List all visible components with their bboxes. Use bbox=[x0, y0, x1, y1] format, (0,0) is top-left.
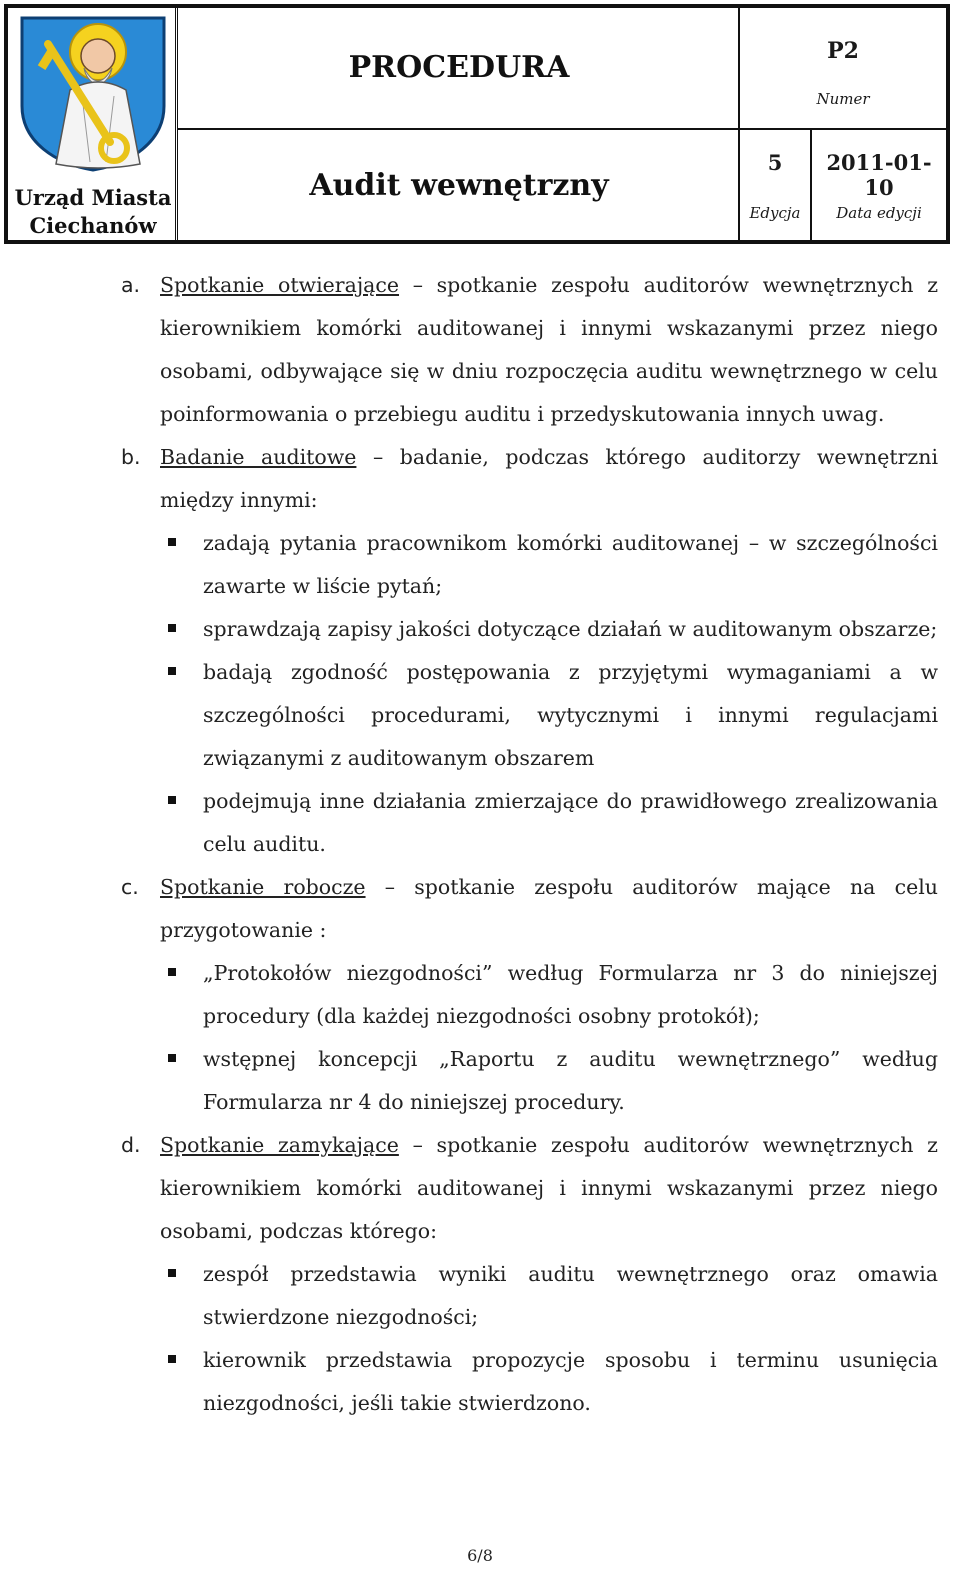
bullet-item bbox=[118, 780, 938, 866]
item-marker: c. bbox=[121, 875, 139, 899]
bullet-item bbox=[118, 1339, 938, 1425]
edition-date: 2011-01-10 bbox=[826, 150, 932, 200]
item-term: Spotkanie robocze bbox=[160, 875, 366, 899]
bullet-item bbox=[118, 1253, 938, 1339]
document-type: PROCEDURA bbox=[348, 50, 570, 85]
item-marker: a. bbox=[121, 273, 141, 297]
document-header bbox=[4, 4, 950, 244]
edition-label: Edycja bbox=[749, 204, 801, 222]
logo-cell bbox=[8, 8, 178, 240]
org-line-1: Urząd Miasta bbox=[14, 185, 172, 210]
bullet-text: zadają pytania pracownikom komórki auditowanej – w szczególności zawarte w liście pytań; bbox=[203, 531, 938, 598]
page-number: 6/8 bbox=[467, 1546, 493, 1565]
item-text: – spotkanie zespołu auditorów mające na celu przygotowanie : bbox=[160, 875, 938, 942]
bullet-text: sprawdzają zapisy jakości dotyczące działań w auditowanym obszarze; bbox=[203, 617, 938, 641]
bullet-text: „Protokołów niezgodności” według Formularza nr 3 do niniejszej procedury (dla każdej niezgodności osobny protokół); bbox=[203, 961, 938, 1028]
procedure-number: P2 bbox=[827, 38, 859, 64]
bullet-text: badają zgodność postępowania z przyjętymi wymaganiami a w szczególności procedurami, wytycznymi i innymi regulacjami związanymi z auditowanym obszarem bbox=[203, 660, 938, 770]
org-line-2: Ciechanów bbox=[29, 213, 157, 238]
bullet-item bbox=[118, 952, 938, 1038]
edition-date-label: Data edycji bbox=[836, 204, 922, 222]
document-body bbox=[118, 264, 938, 1425]
item-marker: d. bbox=[121, 1133, 141, 1157]
square-bullet-icon bbox=[168, 1054, 176, 1062]
header-divider-horizontal bbox=[178, 128, 946, 130]
bullet-text: zespół przedstawia wyniki auditu wewnętrznego oraz omawia stwierdzone niezgodności; bbox=[203, 1262, 938, 1329]
square-bullet-icon bbox=[168, 796, 176, 804]
item-marker: b. bbox=[121, 445, 141, 469]
bullet-text: wstępnej koncepcji „Raportu z auditu wewnętrznego” według Formularza nr 4 do niniejszej procedury. bbox=[203, 1047, 938, 1114]
edition-number: 5 bbox=[767, 150, 783, 175]
square-bullet-icon bbox=[168, 968, 176, 976]
item-text: – spotkanie zespołu auditorów wewnętrznych z kierownikiem komórki auditowanej i innymi wskazanymi przez niego osobami, podczas którego: bbox=[160, 1133, 938, 1243]
bullet-item bbox=[118, 608, 938, 651]
procedure-number-label: Numer bbox=[816, 90, 870, 108]
bullet-item bbox=[118, 1038, 938, 1124]
document-subject: Audit wewnętrzny bbox=[309, 168, 609, 203]
item-text: – spotkanie zespołu auditorów wewnętrznych z kierownikiem komórki auditowanej i innymi wskazanymi przez niego osobami, odbywające się w dniu rozpoczęcia auditu wewnętrznego w celu poinformowania o przebiegu auditu i przedyskutowania innych uwag. bbox=[160, 273, 939, 426]
bullet-item bbox=[118, 522, 938, 608]
square-bullet-icon bbox=[168, 1269, 176, 1277]
bullet-text: podejmują inne działania zmierzające do prawidłowego zrealizowania celu auditu. bbox=[203, 789, 938, 856]
list-item bbox=[118, 436, 938, 522]
item-text: – badanie, podczas którego auditorzy wewnętrzni między innymi: bbox=[160, 445, 938, 512]
coat-of-arms-icon bbox=[18, 14, 168, 172]
list-item bbox=[118, 866, 938, 952]
list-item bbox=[118, 264, 938, 436]
item-term: Badanie auditowe bbox=[160, 445, 357, 469]
square-bullet-icon bbox=[168, 624, 176, 632]
item-term: Spotkanie zamykające bbox=[160, 1133, 399, 1157]
square-bullet-icon bbox=[168, 1355, 176, 1363]
item-term: Spotkanie otwierające bbox=[160, 273, 400, 297]
bullet-text: kierownik przedstawia propozycje sposobu i terminu usunięcia niezgodności, jeśli takie stwierdzono. bbox=[203, 1348, 938, 1415]
bullet-item bbox=[118, 651, 938, 780]
organization-name bbox=[8, 184, 178, 240]
square-bullet-icon bbox=[168, 667, 176, 675]
square-bullet-icon bbox=[168, 538, 176, 546]
title-cell bbox=[178, 8, 740, 240]
list-item bbox=[118, 1124, 938, 1253]
